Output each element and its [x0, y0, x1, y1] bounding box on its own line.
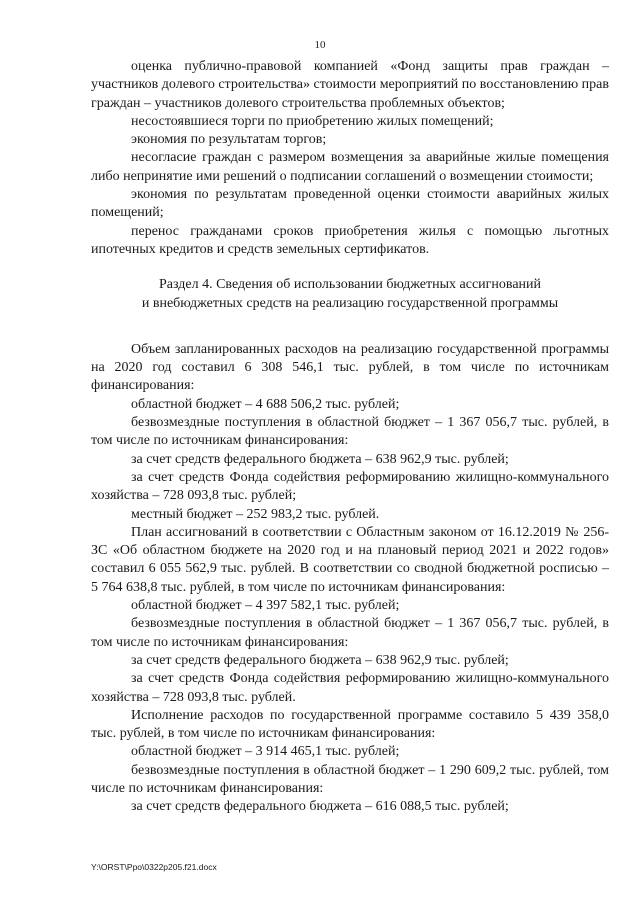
section-heading-line-1: Раздел 4. Сведения об использовании бюджетных ассигнований — [158, 277, 542, 293]
section-heading — [91, 276, 609, 313]
paragraph: местный бюджет – 252 983,2 тыс. рублей. — [131, 506, 380, 522]
paragraph: перенос гражданами сроков приобретения жилья с помощью льготных ипотечных кредитов и средств земельных сертификатов. — [91, 223, 609, 257]
paragraph: за счет средств федерального бюджета – 638 962,9 тыс. рублей; — [131, 451, 509, 467]
paragraph: несостоявшиеся торги по приобретению жилых помещений; — [131, 113, 494, 129]
paragraph: областной бюджет – 4 397 582,1 тыс. рублей; — [131, 598, 400, 614]
paragraph: за счет средств федерального бюджета – 638 962,9 тыс. рублей; — [131, 652, 509, 668]
section-heading-line-2: и внебюджетных средств на реализацию государственной программы — [141, 295, 559, 311]
paragraph: экономия по результатам торгов; — [131, 132, 327, 148]
paragraph: за счет средств Фонда содействия реформированию жилищно-коммунального хозяйства – 728 093,8 тыс. рублей. — [91, 671, 609, 705]
paragraph: безвозмездные поступления в областной бюджет – 1 367 056,7 тыс. рублей, в том числе по источникам финансирования: — [91, 616, 609, 650]
paragraph: экономия по результатам проведенной оценки стоимости аварийных жилых помещений; — [91, 187, 609, 221]
paragraph: оценка публично-правовой компанией «Фонд защиты прав граждан – участников долевого строительства» стоимости мероприятий по восстановлению прав граждан – участников долевого строительства проблемных объектов; — [91, 59, 609, 111]
paragraph: несогласие граждан с размером возмещения за аварийные жилые помещения либо непринятие ими решений о подписании соглашений о возмещении стоимости; — [91, 150, 609, 184]
paragraph: областной бюджет – 3 914 465,1 тыс. рублей; — [131, 744, 400, 760]
document-body — [91, 58, 609, 817]
paragraph: безвозмездные поступления в областной бюджет – 1 290 609,2 тыс. рублей, том числе по источникам финансирования: — [91, 762, 609, 796]
paragraph: безвозмездные поступления в областной бюджет – 1 367 056,7 тыс. рублей, в том числе по источникам финансирования: — [91, 415, 609, 449]
paragraph: за счет средств Фонда содействия реформированию жилищно-коммунального хозяйства – 728 093,8 тыс. рублей; — [91, 469, 609, 504]
paragraph: областной бюджет – 4 688 506,2 тыс. рублей; — [131, 396, 400, 412]
page-number: 10 — [314, 39, 326, 51]
paragraph: Объем запланированных расходов на реализацию государственной программы на 2020 год составил 6 308 546,1 тыс. рублей, в том числе по источникам финансирования: — [91, 341, 609, 394]
paragraph: за счет средств федерального бюджета – 616 088,5 тыс. рублей; — [131, 799, 509, 815]
paragraph: Исполнение расходов по государственной программе составило 5 439 358,0 тыс. рублей, в том числе по источникам финансирования: — [91, 707, 609, 742]
footer-file-path: Y:\ORST\Ppo\0322p205.f21.docx — [91, 862, 217, 872]
paragraph: План ассигнований в соответствии с Областным законом от 16.12.2019 № 256-ЗС «Об областном бюджете на 2020 год и на плановый период 2021 и 2022 годов» составил 6 055 562,9 тыс. рублей. В соответствии со сводной бюджетной росписью – 5 764 638,8 тыс. рублей, в том числе по источникам финансирования: — [91, 524, 609, 595]
